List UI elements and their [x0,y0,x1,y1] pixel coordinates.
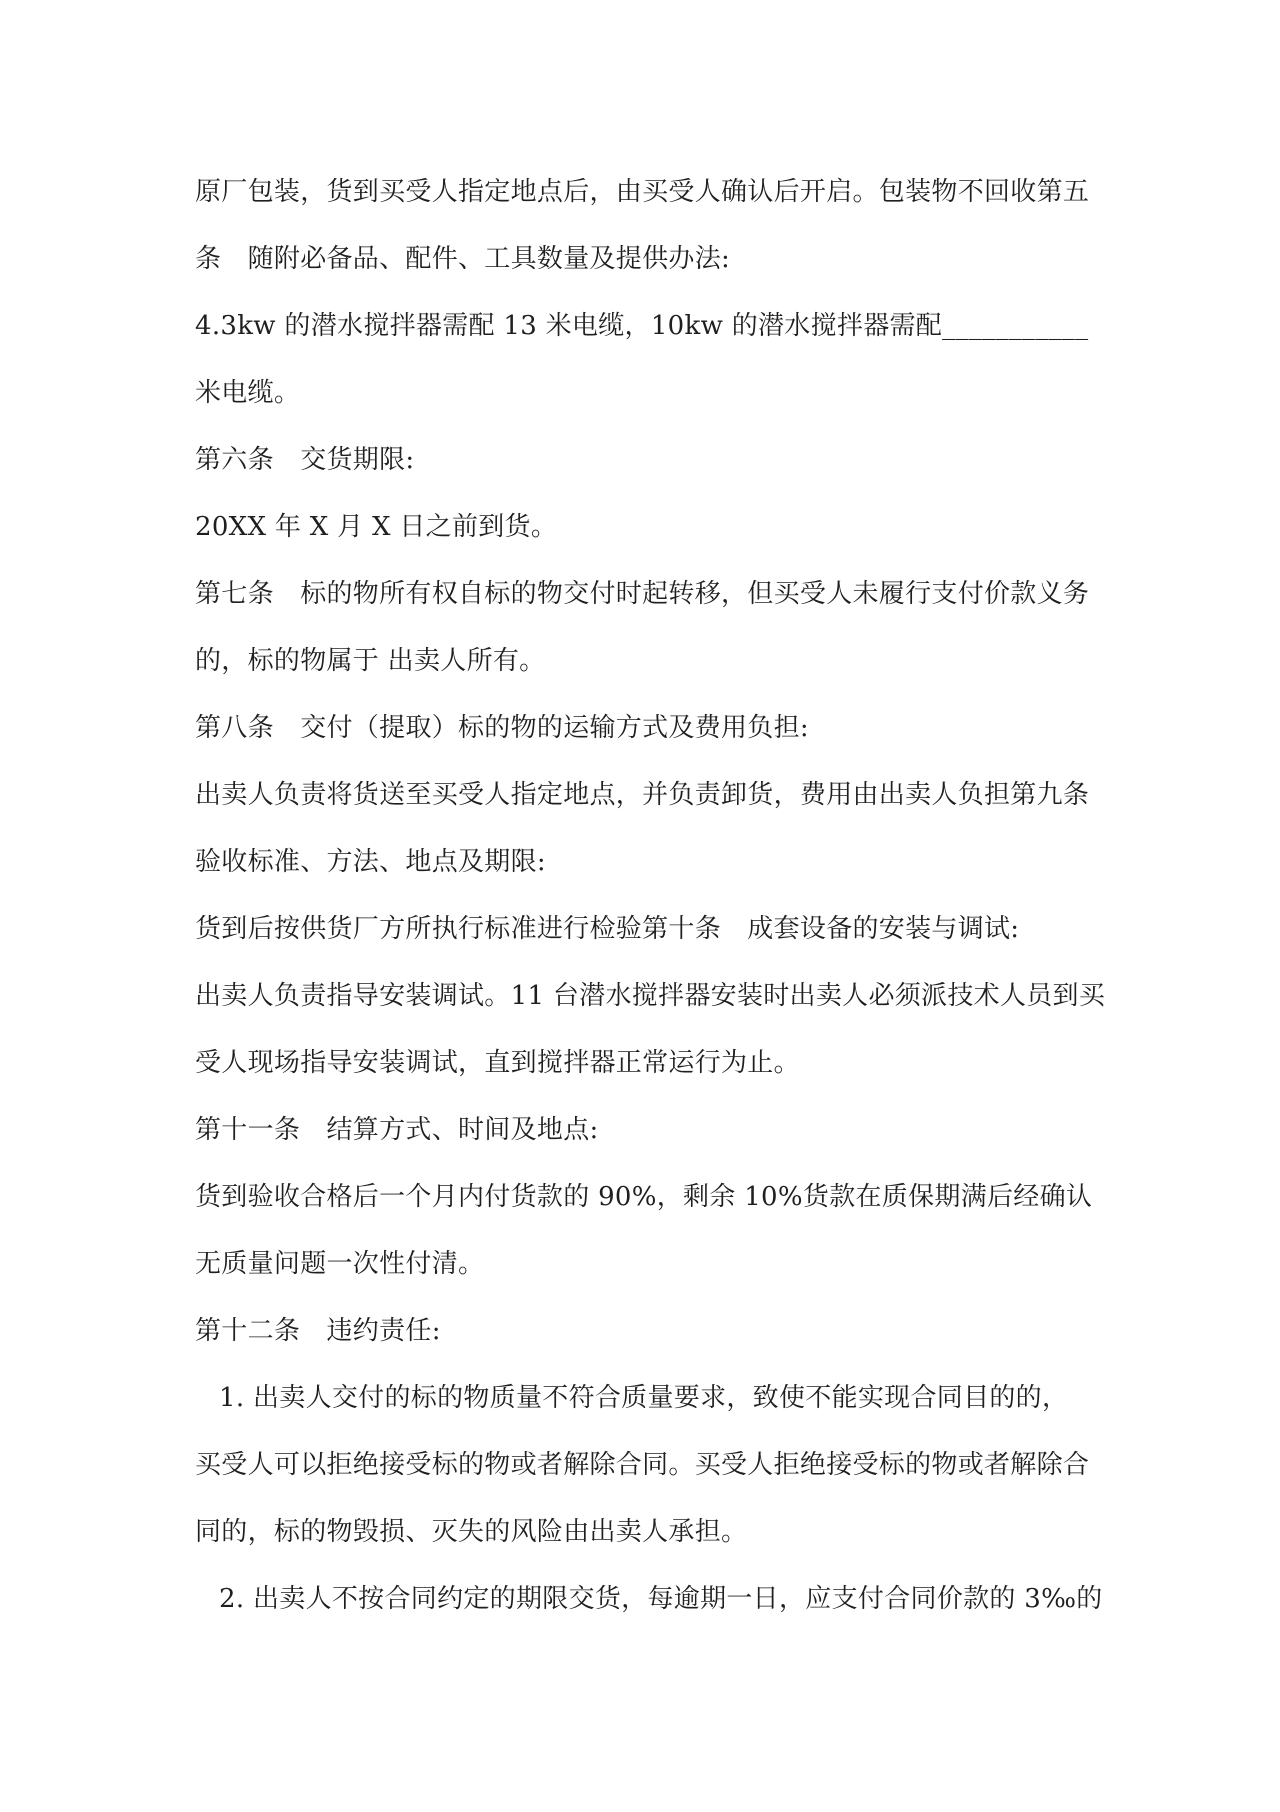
article-11-heading: 第十一条 结算方式、时间及地点: [195,1115,599,1145]
text-line-1: 原厂包装，货到买受人指定地点后，由买受人确认后开启。包装物不回收第五 [195,177,1090,207]
delivery-date-line: 20XX 年 X 月 X 日之前到货。 [195,512,558,542]
payment-line-1: 货到验收合格后一个月内付货款的 90%，剩余 10%货款在质保期满后经确认 [195,1182,1093,1212]
installation-line-2: 受人现场指导安装调试，直到搅拌器正常运行为止。 [195,1048,800,1078]
article-6-heading: 第六条 交货期限: [195,445,415,475]
article-12-heading: 第十二条 违约责任: [195,1316,441,1346]
text-line-4: 米电缆。 [195,378,301,408]
liability-item-2-line-1: 2. 出卖人不按合同约定的期限交货，每逾期一日，应支付合同价款的 3‰的 [219,1584,1103,1614]
liability-item-1-line-1: 1. 出卖人交付的标的物质量不符合质量要求，致使不能实现合同目的的， [219,1383,1069,1413]
article-8-heading: 第八条 交付（提取）标的物的运输方式及费用负担: [195,713,809,743]
installation-line-1: 出卖人负责指导安装调试。11 台潜水搅拌器安装时出卖人必须派技术人员到买 [195,981,1106,1011]
payment-line-2: 无质量问题一次性付清。 [195,1249,485,1279]
liability-item-1-line-3: 同的，标的物毁损、灭失的风险由出卖人承担。 [195,1517,748,1547]
text-line-2: 条 随附必备品、配件、工具数量及提供办法: [195,244,731,274]
text-line-3: 4.3kw 的潜水搅拌器需配 13 米电缆，10kw 的潜水搅拌器需配___________ [195,311,1089,341]
document-body [195,170,1106,1644]
article-7-line-1: 第七条 标的物所有权自标的物交付时起转移，但买受人未履行支付价款义务 [195,579,1090,609]
article-7-line-2: 的，标的物属于 出卖人所有。 [195,646,546,676]
article-8-line-1: 出卖人负责将货送至买受人指定地点，并负责卸货，费用由出卖人负担第九条 [195,780,1090,810]
article-10-line: 货到后按供货厂方所执行标准进行检验第十条 成套设备的安装与调试: [195,914,1020,944]
article-9-heading: 验收标准、方法、地点及期限: [195,847,546,877]
liability-item-1-line-2: 买受人可以拒绝接受标的物或者解除合同。买受人拒绝接受标的物或者解除合 [195,1450,1090,1480]
